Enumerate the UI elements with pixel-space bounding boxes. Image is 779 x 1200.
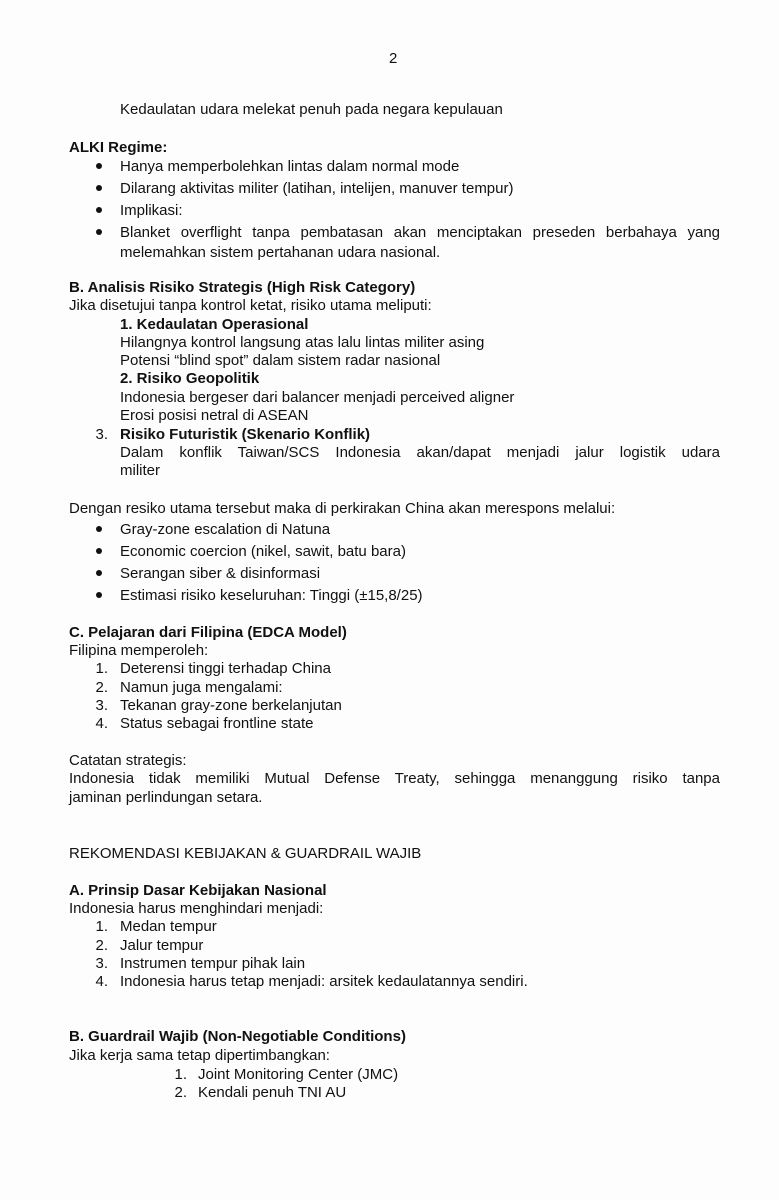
list-number: 1. [95,918,108,935]
guardrail-intro: Jika kerja sama tetap dipertimbangkan: [69,1047,330,1064]
china-bullet-4: Estimasi risiko keseluruhan: Tinggi (±15,8/25) [120,587,423,604]
section-c-heading: C. Pelajaran dari Filipina (EDCA Model) [69,624,347,641]
list-number: 4. [95,715,108,732]
guardrail-item-1: Joint Monitoring Center (JMC) [198,1066,399,1083]
section-a-item-3: Instrumen tempur pihak lain [120,955,306,972]
section-a-item-4: Indonesia harus tetap menjadi: arsitek kedaulatannya sendiri. [120,973,528,990]
list-number: 4. [95,973,108,990]
note-line-2: jaminan perlindungan setara. [69,789,263,806]
risk2-title: 2. Risiko Geopolitik [120,370,260,387]
section-c-item-2: Namun juga mengalami: [120,679,283,696]
bullet-marker [96,526,102,532]
list-number: 3. [95,955,108,972]
list-number: 2. [174,1084,187,1101]
risk2-line-2: Erosi posisi netral di ASEAN [120,407,309,424]
alki-bullet-4-continued: melemahkan sistem pertahanan udara nasional. [120,244,441,261]
china-bullet-3: Serangan siber & disinformasi [120,565,321,582]
bullet-marker [96,207,102,213]
bullet-marker [96,548,102,554]
guardrail-heading: B. Guardrail Wajib (Non-Negotiable Conditions) [69,1028,406,1045]
recommendations-heading: REKOMENDASI KEBIJAKAN & GUARDRAIL WAJIB [69,845,422,862]
list-number: 2. [95,679,108,696]
china-intro: Dengan resiko utama tersebut maka di perkirakan China akan merespons melalui: [69,500,616,517]
list-number: 1. [174,1066,187,1083]
guardrail-item-2: Kendali penuh TNI AU [198,1084,347,1101]
risk3-line-1: Dalam konflik Taiwan/SCS Indonesia akan/dapat menjadi jalur logistik udara [120,444,720,461]
list-number: 1. [95,660,108,677]
bullet-marker [96,570,102,576]
section-b-heading: B. Analisis Risiko Strategis (High Risk Category) [69,279,416,296]
china-bullet-1: Gray-zone escalation di Natuna [120,521,331,538]
risk3-number: 3. [95,426,108,443]
risk3-line-2: militer [120,462,160,479]
section-a-intro: Indonesia harus menghindari menjadi: [69,900,324,917]
section-a-item-2: Jalur tempur [120,937,204,954]
alki-bullet-3: Implikasi: [120,202,183,219]
note-line-1: Indonesia tidak memiliki Mutual Defense Treaty, sehingga menanggung risiko tanpa [69,770,720,787]
list-number: 3. [95,697,108,714]
page-number: 2 [389,50,398,67]
section-a-heading: A. Prinsip Dasar Kebijakan Nasional [69,882,327,899]
section-a-item-1: Medan tempur [120,918,217,935]
alki-bullet-1: Hanya memperbolehkan lintas dalam normal mode [120,158,460,175]
list-number: 2. [95,937,108,954]
risk1-title: 1. Kedaulatan Operasional [120,316,309,333]
alki-heading: ALKI Regime: [69,139,168,156]
risk3-title: Risiko Futuristik (Skenario Konflik) [120,426,371,443]
intro-line: Kedaulatan udara melekat penuh pada negara kepulauan [120,101,503,118]
risk1-line-2: Potensi “blind spot” dalam sistem radar nasional [120,352,441,369]
section-c-item-1: Deterensi tinggi terhadap China [120,660,331,677]
section-c-intro: Filipina memperoleh: [69,642,209,659]
section-c-item-4: Status sebagai frontline state [120,715,314,732]
section-b-intro: Jika disetujui tanpa kontrol ketat, risiko utama meliputi: [69,297,432,314]
risk2-line-1: Indonesia bergeser dari balancer menjadi perceived aligner [120,389,515,406]
bullet-marker [96,185,102,191]
bullet-marker [96,592,102,598]
risk1-line-1: Hilangnya kontrol langsung atas lalu lintas militer asing [120,334,485,351]
alki-bullet-2: Dilarang aktivitas militer (latihan, intelijen, manuver tempur) [120,180,514,197]
note-label: Catatan strategis: [69,752,187,769]
bullet-marker [96,229,102,235]
alki-bullet-4: Blanket overflight tanpa pembatasan akan menciptakan preseden berbahaya yang [120,224,720,241]
china-bullet-2: Economic coercion (nikel, sawit, batu bara) [120,543,406,560]
section-c-item-3: Tekanan gray-zone berkelanjutan [120,697,342,714]
bullet-marker [96,163,102,169]
